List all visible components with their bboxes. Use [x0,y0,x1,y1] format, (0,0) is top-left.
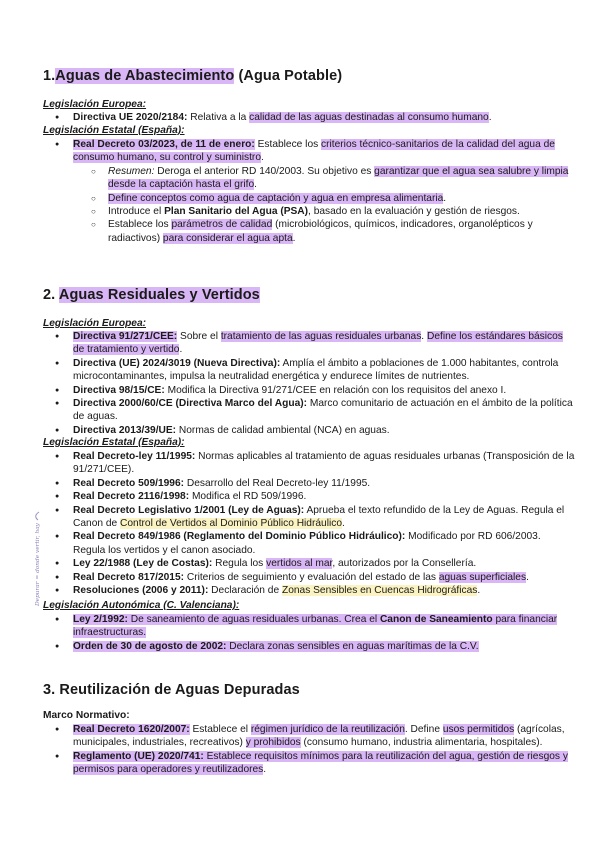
list-item: ● Directiva 2013/39/UE: Normas de calidad ambiental (NCA) en aguas. [43,424,575,437]
s2-cv-list [43,613,575,653]
list-item: ● Directiva (UE) 2024/3019 (Nueva Directiva): Amplía el ámbito a poblaciones de 1.000 habitantes, controla microcontaminantes, impulsa la neutralidad energética y endurece límites de nutrientes. [43,357,575,384]
s3-label: Marco Normativo: [43,710,130,721]
title-highlight: Aguas Residuales y Vertidos [58,287,260,303]
s1-es-list [43,138,575,245]
list-item: ● Real Decreto 1620/2007: Establece el régimen jurídico de la reutilización. Define usos permitidos (agrícolas, municipales, industriales, recreativos) y prohibidos (consumo humano, industria alimentaria, hospitales). [43,723,575,750]
list-item: ● Ley 2/1992: De saneamiento de aguas residuales urbanas. Crea el Canon de Saneamiento para financiar infraestructuras. [43,613,575,640]
list-item: ● Real Decreto 509/1996: Desarrollo del Real Decreto-ley 11/1995. [43,477,575,490]
sub-list-item: ○ Establece los parámetros de calidad (microbiológicos, químicos, indicadores, organolépticos y radiactivos) para considerar el agua apta. [43,218,575,245]
title-number: 2. [43,287,59,303]
list-item: ● Real Decreto 849/1986 (Reglamento del Dominio Público Hidráulico): Modificado por RD 606/2003. Regula los vertidos y el canon asociado. [43,530,575,557]
section-3-title: 3. Reutilización de Aguas Depuradas [43,682,300,698]
s1-eu-label: Legislación Europea: [43,99,147,110]
list-item: ● Real Decreto 817/2015: Criterios de seguimiento y evaluación del estado de las aguas superficiales. [43,571,575,584]
s2-cv-label: Legislación Autonómica (C. Valenciana): [43,600,240,611]
s1-eu-list [43,111,575,124]
list-item: ● Ley 22/1988 (Ley de Costas): Regula los vertidos al mar, autorizados por la Consellería. [43,557,575,570]
s2-eu-list [43,330,575,437]
title-number: 1. [43,68,56,84]
sub-list-item: ○ Introduce el Plan Sanitario del Agua (PSA), basado en la evaluación y gestión de riesgos. [43,205,575,218]
s1-es-label: Legislación Estatal (España): [43,125,185,136]
sub-list-item: ○ Define conceptos como agua de captación y agua en empresa alimentaria. [43,192,575,205]
s2-es-list [43,450,575,597]
section-1-title [43,68,342,84]
title-highlight: Aguas de Abastecimiento [55,68,235,84]
list-item: ● Real Decreto Legislativo 1/2001 (Ley de Aguas): Aprueba el texto refundido de la Ley de Aguas. Regula el Canon de Control de Vertidos al Dominio Público Hidráulico. [43,504,575,531]
list-item: ● Real Decreto 03/2023, de 11 de enero: Establece los criterios técnico-sanitarios de la calidad del agua de consumo humano, su control y suministro. [43,138,575,165]
sub-list-item: ○ Resumen: Deroga el anterior RD 140/2003. Su objetivo es garantizar que el agua sea salubre y limpia desde la captación hasta el grifo. [43,165,575,192]
list-item: ● Orden de 30 de agosto de 2002: Declara zonas sensibles en aguas marítimas de la C.V. [43,640,575,653]
list-item: ● Directiva 2000/60/CE (Directiva Marco del Agua): Marco comunitario de actuación en el ámbito de la política de aguas. [43,397,575,424]
list-item: ● Resoluciones (2006 y 2011): Declaración de Zonas Sensibles en Cuencas Hidrográficas. [43,584,575,597]
s2-es-label: Legislación Estatal (España): [43,437,185,448]
s3-list [43,723,575,777]
list-item: ● Directiva 98/15/CE: Modifica la Directiva 91/271/CEE en relación con los requisitos del anexo I. [43,384,575,397]
list-item: ● Real Decreto-ley 11/1995: Normas aplicables al tratamiento de aguas residuales urbanas (Transposición de la 91/271/CEE). [43,450,575,477]
section-2-title [43,287,260,303]
list-item: ● Directiva UE 2020/2184: Relativa a la calidad de las aguas destinadas al consumo humano. [43,111,575,124]
handwritten-margin-note [29,510,43,608]
list-item: ● Directiva 91/271/CEE: Sobre el tratamiento de las aguas residuales urbanas. Define los estándares básicos de tratamiento y vertido. [43,330,575,357]
list-item: ● Reglamento (UE) 2020/741: Establece requisitos mínimos para la reutilización del agua, gestión de riesgos y permisos para operadores y reutilizadores. [43,750,575,777]
title-rest: (Agua Potable) [234,68,343,84]
s2-eu-label: Legislación Europea: [43,318,147,329]
list-item: ● Real Decreto 2116/1998: Modifica el RD 509/1996. [43,490,575,503]
margin-note-text: Depurar = donde vertir, hay [35,523,41,606]
